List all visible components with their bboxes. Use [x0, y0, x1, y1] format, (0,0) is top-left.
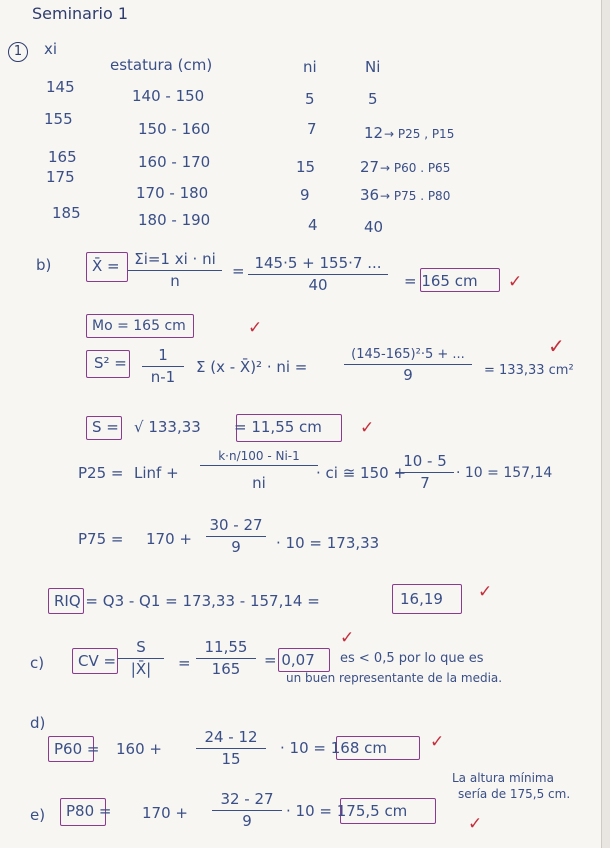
- row-xi: 165: [48, 148, 77, 166]
- p80-note-line1: La altura mínima: [452, 771, 554, 785]
- mean-expansion-numerator: 145·5 + 155·7 ...: [254, 254, 382, 272]
- row-ni: 5: [305, 90, 315, 108]
- check-mark-icon: ✓: [548, 334, 565, 358]
- sd-lhs: S =: [92, 418, 119, 436]
- header-estatura: estatura (cm): [110, 56, 213, 74]
- check-mark-icon: ✓: [478, 582, 493, 602]
- fraction-bar: [212, 810, 282, 811]
- cv-fraction: [118, 640, 164, 677]
- p80-note-line2: sería de 175,5 cm.: [458, 787, 571, 801]
- section-number-circle: 1: [8, 42, 28, 62]
- cv-lhs: CV =: [78, 652, 117, 670]
- sd-result: = 11,55 cm: [234, 418, 322, 436]
- cv-value-numerator: 11,55: [204, 638, 248, 656]
- p80-numerator: 32 - 27: [220, 790, 274, 808]
- mean-expansion-denominator: 40: [308, 276, 328, 294]
- underlying-sheet-edge: [601, 0, 610, 848]
- check-mark-icon: ✓: [360, 418, 375, 438]
- row-range: 180 - 190: [138, 211, 211, 229]
- row-xi: 145: [46, 78, 75, 96]
- p75-numerator: 30 - 27: [209, 516, 263, 534]
- part-d-label: d): [30, 714, 46, 732]
- check-mark-icon: ✓: [340, 628, 355, 648]
- p80-denominator: 9: [242, 812, 252, 830]
- header-ni: ni: [303, 58, 317, 76]
- row-ni: 15: [296, 158, 316, 176]
- p75-result: · 10 = 173,33: [276, 534, 380, 552]
- p75-denominator: 9: [231, 538, 241, 556]
- row-range: 140 - 150: [132, 87, 205, 105]
- fraction-bar: [200, 465, 318, 466]
- row-note: → P75 . P80: [380, 189, 451, 203]
- variance-expansion-fraction: [344, 348, 472, 383]
- fraction-bar: [118, 658, 164, 659]
- row-range: 170 - 180: [136, 184, 209, 202]
- cv-comment-line2: un buen representante de la media.: [286, 671, 503, 685]
- row-note: → P25 , P15: [384, 127, 455, 141]
- p60-result: · 10 = 168 cm: [280, 739, 387, 757]
- mean-expansion-fraction: [248, 256, 388, 293]
- part-e-label: e): [30, 806, 46, 824]
- row-ni: 9: [300, 186, 310, 204]
- fraction-bar: [344, 364, 472, 365]
- mean-numerator: Σi=1 xi · ni: [134, 250, 216, 268]
- row-xi: 175: [46, 168, 75, 186]
- p25-numerator: k·n/100 - Ni-1: [218, 449, 300, 463]
- p25-value-fraction: [396, 454, 454, 491]
- header-xi: xi: [44, 40, 58, 58]
- row-range: 160 - 170: [138, 153, 211, 171]
- row-Ni: 36: [360, 186, 380, 204]
- check-mark-icon: ✓: [508, 272, 523, 292]
- variance-fraction: [142, 348, 184, 385]
- row-ni: 7: [307, 120, 317, 138]
- row-note: → P60 . P65: [380, 161, 451, 175]
- row-Ni: 40: [364, 218, 384, 236]
- fraction-bar: [128, 270, 222, 271]
- p75-fraction: [206, 518, 266, 555]
- riq-result: 16,19: [400, 590, 443, 608]
- p25-ci: · ci ≅ 150 +: [316, 464, 407, 482]
- fraction-bar: [196, 748, 266, 749]
- row-Ni: 5: [368, 90, 378, 108]
- p25-lhs: P25 =: [78, 464, 124, 482]
- sd-expression: √ 133,33: [134, 418, 201, 436]
- p80-result: · 10 = 175,5 cm: [286, 802, 408, 820]
- p25-result: · 10 = 157,14: [456, 465, 553, 481]
- cv-value-denominator: 165: [211, 660, 241, 678]
- part-c-label: c): [30, 654, 45, 672]
- row-ni: 4: [308, 216, 318, 234]
- check-mark-icon: ✓: [430, 732, 445, 752]
- p75-base: 170 +: [146, 530, 192, 548]
- p60-denominator: 15: [221, 750, 241, 768]
- fraction-bar: [206, 536, 266, 537]
- p60-base: 160 +: [116, 740, 162, 758]
- row-xi: 155: [44, 110, 73, 128]
- part-b-label: b): [36, 256, 52, 274]
- row-Ni: 27: [360, 158, 380, 176]
- p60-lhs: P60 =: [54, 740, 100, 758]
- mean-equals: =: [232, 262, 245, 280]
- p25-value-denominator: 7: [420, 474, 430, 492]
- row-range: 150 - 160: [138, 120, 211, 138]
- variance-expansion-numerator: (145-165)²·5 + ...: [351, 347, 465, 362]
- cv-numerator: S: [136, 638, 146, 656]
- fraction-bar: [142, 366, 184, 367]
- cv-result: = 0,07: [264, 651, 315, 669]
- mean-denominator: n: [170, 272, 180, 290]
- cv-comment-line1: es < 0,5 por lo que es: [340, 651, 484, 666]
- p75-lhs: P75 =: [78, 530, 124, 548]
- variance-denominator: n-1: [150, 368, 176, 386]
- p80-lhs: P80 =: [66, 802, 112, 820]
- mean-lhs: X̄ =: [92, 257, 120, 275]
- check-mark-icon: ✓: [248, 318, 263, 338]
- p60-fraction: [196, 730, 266, 767]
- mean-fraction: [128, 252, 222, 289]
- cv-denominator: |X̄|: [130, 660, 152, 678]
- p80-base: 170 +: [142, 804, 188, 822]
- page-title: Seminario 1: [32, 4, 129, 23]
- mode-value: Mo = 165 cm: [92, 318, 186, 334]
- cv-equals: =: [178, 654, 191, 672]
- cv-value-fraction: [196, 640, 256, 677]
- variance-expansion-denominator: 9: [403, 366, 413, 384]
- check-mark-icon: ✓: [468, 814, 483, 834]
- p80-fraction: [212, 792, 282, 829]
- p25-denominator: ni: [252, 474, 266, 492]
- fraction-bar: [248, 274, 388, 275]
- mean-result: = 165 cm: [404, 272, 478, 290]
- header-Ni: Ni: [365, 58, 381, 76]
- p60-numerator: 24 - 12: [204, 728, 258, 746]
- p25-linf: Linf +: [134, 464, 179, 482]
- fraction-bar: [396, 472, 454, 473]
- row-xi: 185: [52, 204, 81, 222]
- p25-fraction: [200, 450, 318, 491]
- riq-expression: RIQ = Q3 - Q1 = 173,33 - 157,14 =: [54, 592, 320, 610]
- p25-value-numerator: 10 - 5: [403, 452, 447, 470]
- variance-result: = 133,33 cm²: [484, 363, 574, 378]
- variance-sum: Σ (x - X̄)² · ni =: [196, 358, 308, 376]
- variance-lhs: S² =: [94, 354, 127, 372]
- fraction-bar: [196, 658, 256, 659]
- row-Ni: 12: [364, 124, 384, 142]
- variance-numerator: 1: [158, 346, 168, 364]
